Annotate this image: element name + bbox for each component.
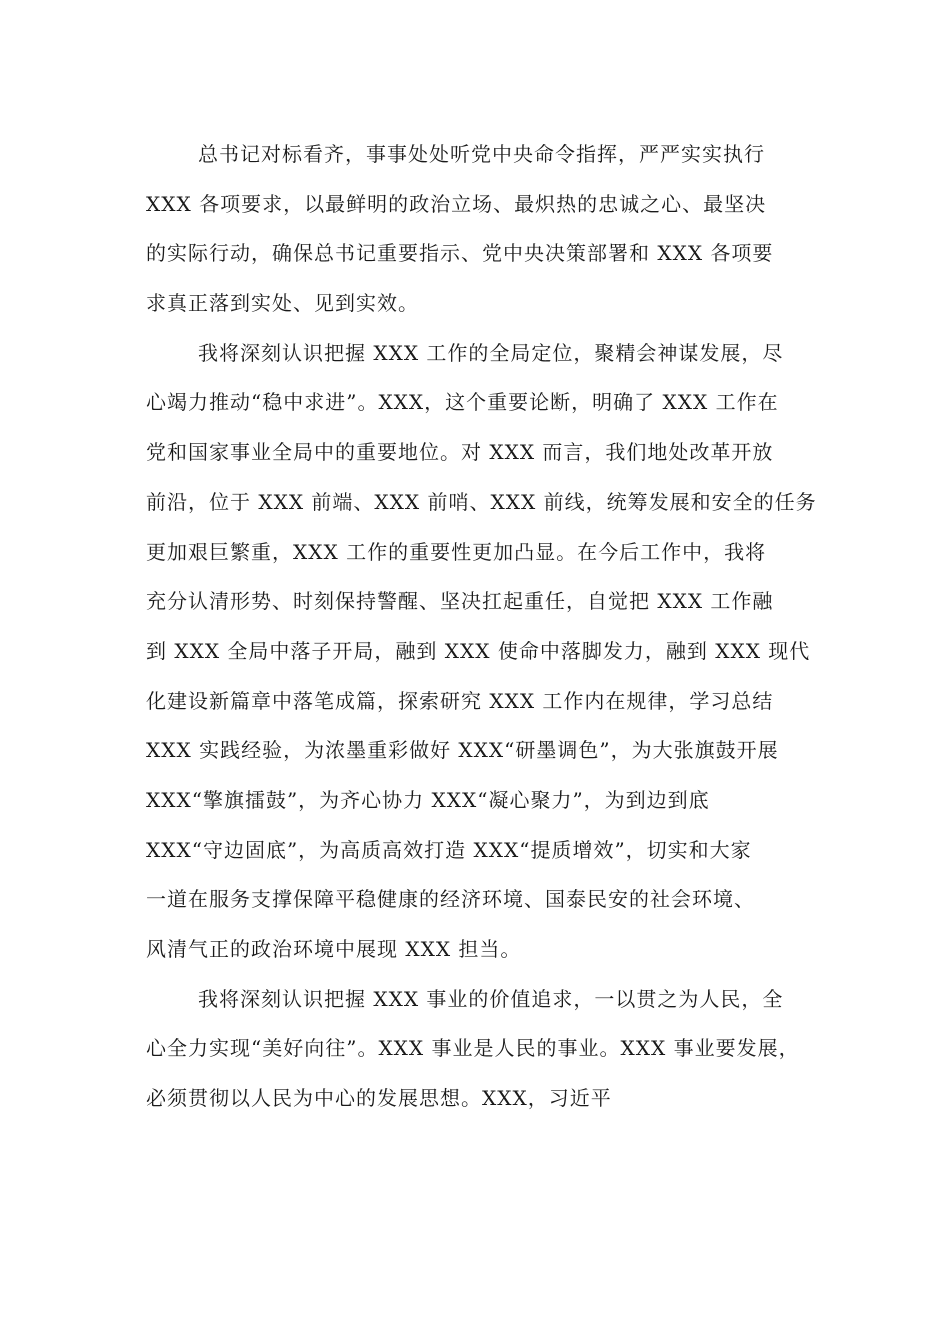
text-line: 党和国家事业全局中的重要地位。对 XXX 而言，我们地处改革开放	[146, 440, 774, 465]
text-line: XXX“擎旗擂鼓”，为齐心协力 XXX“凝心聚力”，为到边到底	[146, 787, 710, 812]
text-line: 必须贯彻以人民为中心的发展思想。XXX，习近平	[146, 1086, 612, 1111]
paragraph-3	[146, 975, 816, 1124]
paragraph-2	[146, 329, 816, 975]
text-line: 风清气正的政治环境中展现 XXX 担当。	[146, 937, 522, 961]
text-line: XXX 实践经验，为浓墨重彩做好 XXX“研墨调色”，为大张旗鼓开展	[146, 738, 779, 763]
text-line: XXX 各项要求，以最鲜明的政治立场、最炽热的忠诚之心、最坚决	[146, 191, 767, 216]
body-text	[146, 130, 816, 1124]
text-line: 更加艰巨繁重，XXX 工作的重要性更加凸显。在今后工作中，我将	[146, 539, 767, 564]
text-line: 化建设新篇章中落笔成篇，探索研究 XXX 工作内在规律，学习总结	[146, 688, 774, 713]
text-line: 的实际行动，确保总书记重要指示、党中央决策部署和 XXX 各项要	[146, 241, 774, 266]
text-line: 总书记对标看齐，事事处处听党中央命令指挥，严严实实执行	[198, 142, 765, 166]
text-line: 求真正落到实处、见到实效。	[146, 291, 419, 316]
text-line: 我将深刻认识把握 XXX 事业的价值追求，一以贯之为人民，全	[198, 986, 784, 1011]
text-line: 到 XXX 全局中落子开局，融到 XXX 使命中落脚发力，融到 XXX 现代	[146, 638, 811, 663]
text-line: 心全力实现“美好向往”。XXX 事业是人民的事业。XXX 事业要发展，	[146, 1036, 800, 1061]
text-line: XXX“守边固底”，为高质高效打造 XXX“提质增效”，切实和大家	[146, 837, 752, 862]
text-line: 前沿，位于 XXX 前端、XXX 前哨、XXX 前线，统筹发展和安全的任务	[146, 489, 817, 514]
text-line: 充分认清形势、时刻保持警醒、坚决扛起重任，自觉把 XXX 工作融	[146, 589, 774, 614]
paragraph-1	[146, 130, 816, 329]
text-line: 我将深刻认识把握 XXX 工作的全局定位，聚精会神谋发展，尽	[198, 340, 784, 365]
text-line: 一道在服务支撑保障平稳健康的经济环境、国泰民安的社会环境、	[146, 887, 755, 912]
text-line: 心竭力推动“稳中求进”。XXX，这个重要论断，明确了 XXX 工作在	[146, 390, 779, 415]
